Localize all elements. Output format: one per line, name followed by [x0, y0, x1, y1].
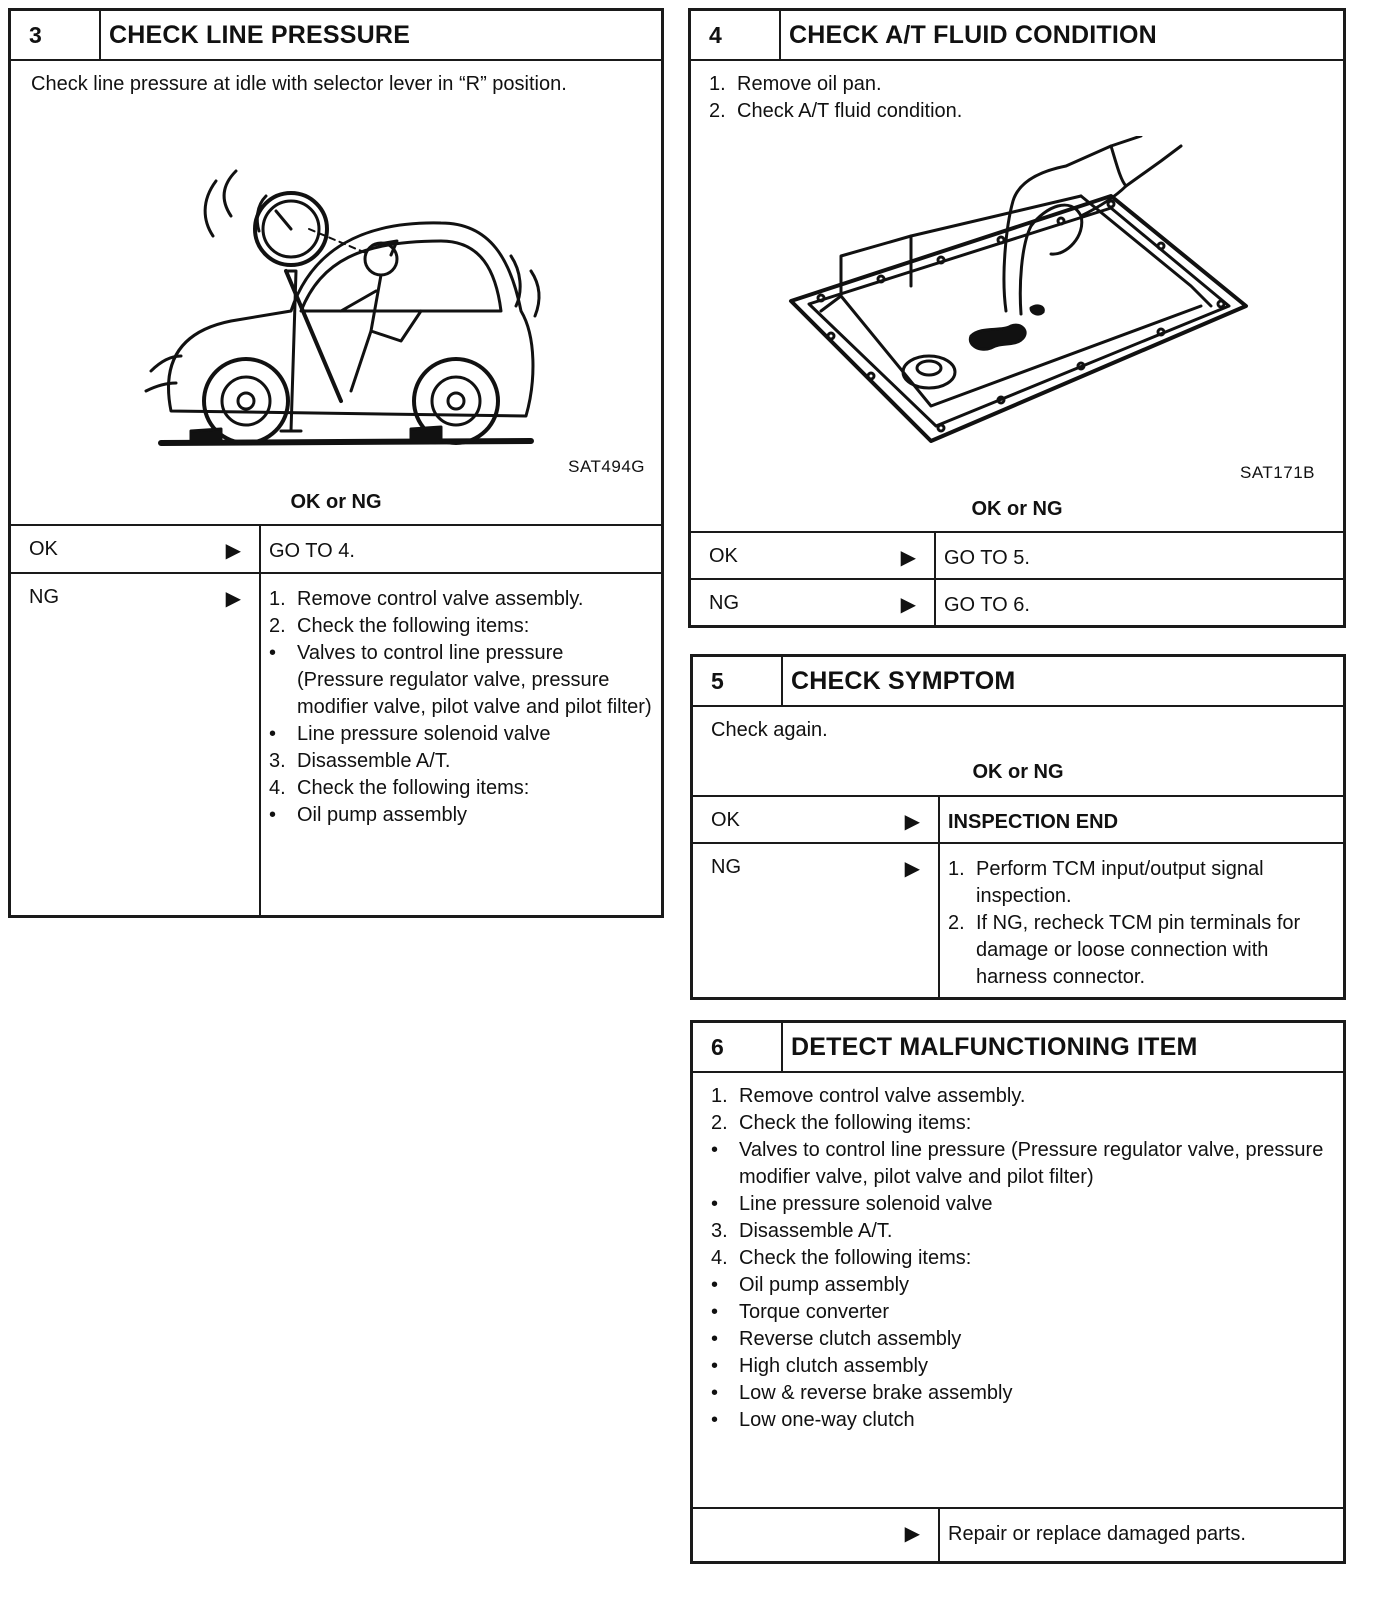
bullet-icon: •	[711, 1274, 719, 1296]
list-item-text: Low one-way clutch	[739, 1409, 915, 1431]
list-item	[709, 98, 1325, 125]
arrow-icon: ▶	[904, 1523, 920, 1545]
list-item	[711, 1272, 1325, 1299]
ng-row	[691, 578, 1343, 625]
list-item	[709, 71, 1325, 98]
list-item	[711, 1299, 1325, 1326]
list-marker: 2.	[948, 912, 965, 934]
list-item	[711, 1137, 1325, 1191]
step-6-header	[693, 1023, 1343, 1073]
step-3-box	[8, 8, 664, 918]
list-item-text: Valves to control line pressure (Pressure regulator valve, pressure modifier valve, pilot valve and pilot filter)	[739, 1139, 1324, 1188]
step-instruction: Check line pressure at idle with selector lever in “R” position.	[31, 73, 567, 95]
list-marker: 4.	[269, 777, 286, 799]
bullet-icon: •	[269, 723, 277, 745]
ng-result: GO TO 6.	[944, 594, 1030, 616]
list-item	[711, 1191, 1325, 1218]
list-item-text: Line pressure solenoid valve	[297, 723, 551, 745]
list-marker: 3.	[711, 1220, 728, 1242]
step-number: 3	[11, 11, 101, 59]
arrow-icon: ▶	[225, 540, 241, 562]
list-item	[711, 1407, 1325, 1434]
list-item	[711, 1326, 1325, 1353]
bullet-icon: •	[711, 1193, 719, 1215]
result-row	[693, 1507, 1343, 1561]
ng-row	[693, 842, 1343, 997]
ok-or-ng-label: OK or NG	[290, 491, 382, 513]
arrow-icon: ▶	[904, 858, 920, 880]
oil-pan-illustration	[781, 136, 1261, 456]
arrow-icon: ▶	[900, 547, 916, 569]
step-list	[693, 1073, 1343, 1434]
step-6-box	[690, 1020, 1346, 1564]
bullet-icon: •	[711, 1328, 719, 1350]
car-pressure-gauge-illustration	[141, 161, 561, 461]
list-marker: 2.	[269, 615, 286, 637]
step-number: 6	[693, 1023, 783, 1071]
list-item	[269, 721, 653, 748]
step-5-box	[690, 654, 1346, 1000]
list-item	[711, 1218, 1325, 1245]
list-item	[711, 1380, 1325, 1407]
ok-or-ng-label: OK or NG	[972, 761, 1064, 783]
step-title: CHECK A/T FLUID CONDITION	[789, 20, 1157, 49]
list-item	[948, 856, 1335, 910]
list-item	[269, 775, 653, 802]
list-item-text: Check the following items:	[297, 615, 530, 637]
ng-steps	[940, 844, 1343, 997]
list-marker: 1.	[948, 858, 965, 880]
ok-or-ng-label: OK or NG	[971, 498, 1063, 520]
step-4-box	[688, 8, 1346, 628]
list-item	[711, 1083, 1325, 1110]
list-item-text: Remove control valve assembly.	[297, 588, 584, 610]
ok-label: OK	[709, 545, 738, 567]
figure-code: SAT494G	[568, 457, 645, 476]
ng-label: NG	[29, 586, 59, 608]
step-5-header	[693, 657, 1343, 707]
list-item-text: Check the following items:	[739, 1112, 972, 1134]
list-item	[269, 613, 653, 640]
list-item-text: Valves to control line pressure (Pressure regulator valve, pressure modifier valve, pilot valve and pilot filter)	[297, 642, 652, 718]
bullet-icon: •	[269, 642, 277, 664]
ng-label: NG	[709, 592, 739, 614]
step-title: CHECK SYMPTOM	[791, 666, 1016, 695]
list-marker: 1.	[711, 1085, 728, 1107]
bullet-icon: •	[711, 1301, 719, 1323]
result-text: Repair or replace damaged parts.	[948, 1523, 1246, 1545]
list-item	[269, 586, 653, 613]
bullet-icon: •	[711, 1139, 719, 1161]
ok-row	[11, 524, 661, 572]
list-item-text: High clutch assembly	[739, 1355, 928, 1377]
ng-row	[11, 572, 661, 915]
arrow-icon: ▶	[904, 811, 920, 833]
step-title: DETECT MALFUNCTIONING ITEM	[791, 1032, 1198, 1061]
ok-label: OK	[29, 538, 58, 560]
ok-label: OK	[711, 809, 740, 831]
list-item-text: Remove control valve assembly.	[739, 1085, 1026, 1107]
list-item	[711, 1245, 1325, 1272]
ok-result: GO TO 5.	[944, 547, 1030, 569]
ok-row	[693, 795, 1343, 842]
list-item	[269, 802, 653, 829]
list-item-text: Check A/T fluid condition.	[737, 100, 963, 122]
list-item-text: Torque converter	[739, 1301, 890, 1323]
bullet-icon: •	[711, 1355, 719, 1377]
list-marker: 4.	[711, 1247, 728, 1269]
ng-steps	[261, 574, 661, 915]
arrow-icon: ▶	[900, 594, 916, 616]
step-instruction: Check again.	[711, 719, 828, 741]
step-title: CHECK LINE PRESSURE	[109, 20, 411, 49]
list-marker: 1.	[269, 588, 286, 610]
list-item-text: Disassemble A/T.	[739, 1220, 893, 1242]
step-number: 4	[691, 11, 781, 59]
list-item-text: Oil pump assembly	[297, 804, 468, 826]
list-item-text: Reverse clutch assembly	[739, 1328, 962, 1350]
bullet-icon: •	[711, 1382, 719, 1404]
list-item	[711, 1353, 1325, 1380]
ok-row	[691, 531, 1343, 578]
list-item-text: Oil pump assembly	[739, 1274, 910, 1296]
list-item	[269, 748, 653, 775]
ok-result: GO TO 4.	[269, 540, 355, 562]
step-3-header	[11, 11, 661, 61]
figure-code: SAT171B	[1239, 463, 1315, 482]
list-item-text: Check the following items:	[297, 777, 530, 799]
list-marker: 2.	[709, 100, 726, 122]
list-item-text: Low & reverse brake assembly	[739, 1382, 1013, 1404]
bullet-icon: •	[269, 804, 277, 826]
list-marker: 3.	[269, 750, 286, 772]
list-marker: 2.	[711, 1112, 728, 1134]
ng-label: NG	[711, 856, 741, 878]
step-4-header	[691, 11, 1343, 61]
arrow-icon: ▶	[225, 588, 241, 610]
list-item-text: Remove oil pan.	[737, 73, 882, 95]
bullet-icon: •	[711, 1409, 719, 1431]
list-item-text: Check the following items:	[739, 1247, 972, 1269]
list-item	[711, 1110, 1325, 1137]
list-marker: 1.	[709, 73, 726, 95]
list-item-text: If NG, recheck TCM pin terminals for damage or loose connection with harness connector.	[976, 912, 1301, 988]
list-item-text: Perform TCM input/output signal inspection.	[976, 858, 1264, 907]
step-number: 5	[693, 657, 783, 705]
step-list	[691, 61, 1343, 125]
list-item-text: Disassemble A/T.	[297, 750, 451, 772]
ok-result: INSPECTION END	[948, 811, 1119, 833]
list-item-text: Line pressure solenoid valve	[739, 1193, 993, 1215]
list-item	[948, 910, 1335, 991]
list-item	[269, 640, 653, 721]
